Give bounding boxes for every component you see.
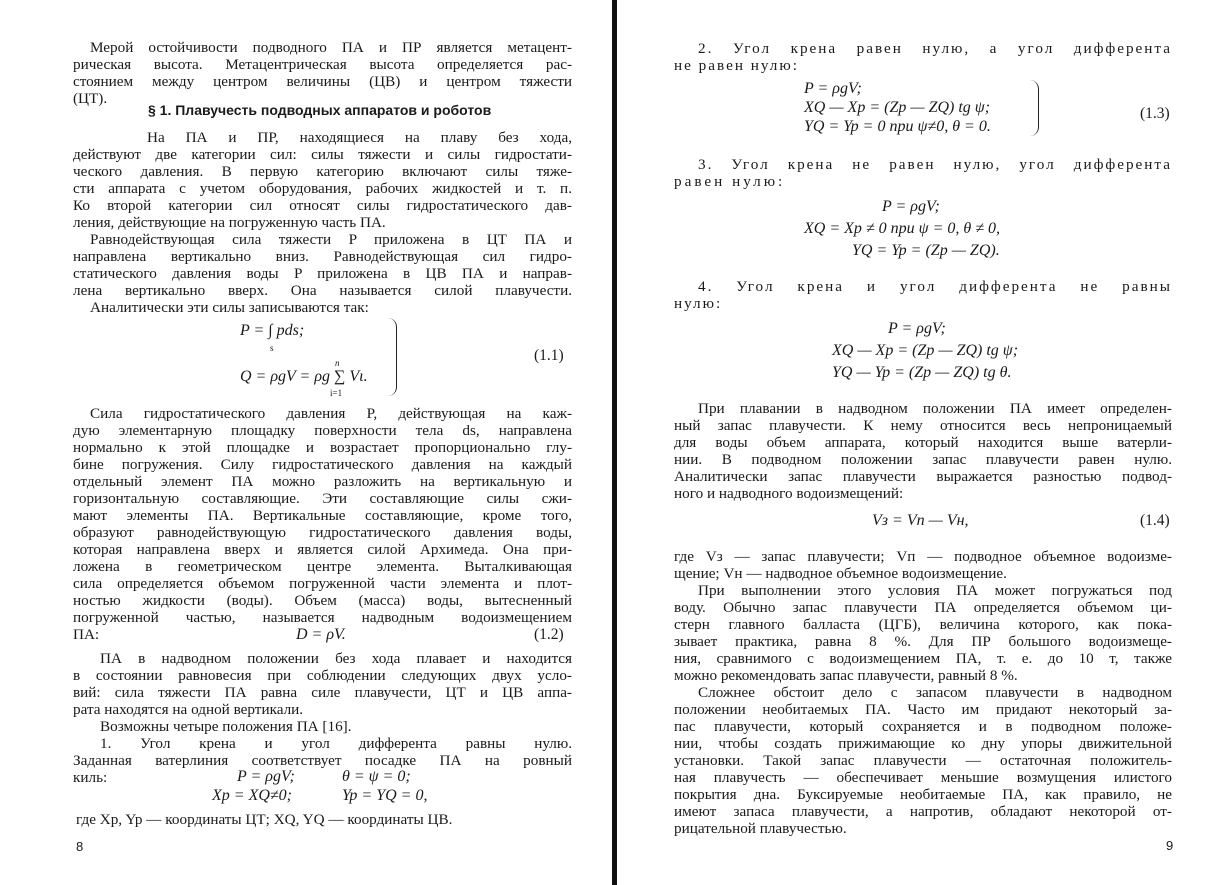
brace xyxy=(1030,80,1039,136)
text-line: ческого давления. В первую категорию включают силы тяже- xyxy=(73,163,572,180)
equation-line: D = ρV. xyxy=(296,626,346,643)
equation-line: P = ρgV; xyxy=(882,198,940,215)
equation-line: Q = ρgV = ρg ∑ Vι. xyxy=(240,368,368,385)
text-line: имеют запаса плавучести, а напротив, обладают некоторой от- xyxy=(674,803,1172,820)
text-line: погруженной частью, называется надводным водоизмещением xyxy=(73,609,572,626)
equation-line: P = ρgV; xyxy=(804,80,862,97)
text-line: ПА: xyxy=(73,626,100,643)
equation-line: P = ρgV; xyxy=(237,768,295,785)
text-line: При плавании в надводном положении ПА имеет определен- xyxy=(698,400,1172,417)
equation-line: P = ρgV; xyxy=(888,320,946,337)
text-line: рата находятся на одной вертикали. xyxy=(73,701,304,718)
text-line: 1. Угол крена и угол дифферента равны нулю. xyxy=(100,735,572,752)
text-line: На ПА и ПР, находящиеся на плаву без хода, xyxy=(147,129,572,146)
equation-subscript: i=1 xyxy=(330,388,343,398)
text-line: вий: сила тяжести ПА равна силе плавучести, ЦТ и ЦВ аппа- xyxy=(73,684,572,701)
text-line: зывает практика, равна 8 %. Для ПР большого водоизмеще- xyxy=(674,633,1172,650)
equation-line: Vз = Vп — Vн, xyxy=(872,512,969,529)
text-line: лена вертикально вверх. Она называется силой плавучести. xyxy=(73,282,572,299)
text-line: ностью жидкости (воды). Объем (масса) воды, вытесненный xyxy=(73,592,572,609)
text-line: 3. Угол крена не равен нулю, угол дифферента xyxy=(698,156,1172,173)
text-line: 2. Угол крена равен нулю, а угол дифферента xyxy=(698,40,1172,57)
equation-line: P = ∫ pds; xyxy=(240,322,305,339)
equation-number: (1.3) xyxy=(1140,105,1170,122)
text-line: Мерой остойчивости подводного ПА и ПР является метацент- xyxy=(90,39,572,56)
text-line: ного и надводного водоизмещений: xyxy=(674,485,904,502)
text-line: нии. В подводном положении запас плавучести равен нулю. xyxy=(674,451,1172,468)
right-page xyxy=(618,0,1229,885)
text-line: ный запас плавучести. К нему относится весь непроницаемый xyxy=(674,417,1172,434)
book-spine xyxy=(612,0,617,885)
equation-number: (1.2) xyxy=(534,626,564,643)
text-line: направлена вертикально вниз. Равнодействующая сил гидро- xyxy=(73,248,572,265)
text-line: горизонтальную составляющие. Эти составляющие силы сжи- xyxy=(73,490,572,507)
text-line: сти аппарата с учетом оборудования, рабочих жидкостей и т. п. xyxy=(73,180,572,197)
text-line: Аналитически запас плавучести выражается разностью подвод- xyxy=(674,468,1172,485)
section-heading: § 1. Плавучесть подводных аппаратов и роботов xyxy=(148,102,492,118)
text-line: сила определяется объемом погруженной части элемента и плот- xyxy=(73,575,572,592)
text-line: где Vз — запас плавучести; Vп — подводное объемное водоизме- xyxy=(674,548,1172,565)
text-line: воду. Обычно запас плавучести ПА определяется объемом ци- xyxy=(674,599,1172,616)
text-line: не равен нулю: xyxy=(674,57,799,74)
text-line: рицательной плавучестью. xyxy=(674,820,847,837)
text-line: рическая высота. Метацентрическая высота определяется рас- xyxy=(73,56,572,73)
text-line: дую элементарную площадку поверхности тела ds, направлена xyxy=(73,422,572,439)
text-line: 4. Угол крена и угол дифферента не равны xyxy=(698,278,1172,295)
text-line: стерн главного балласта (ЦГБ), величина которого, как пока- xyxy=(674,616,1172,633)
text-line: в состоянии равновесия при соблюдении следующих двух усло- xyxy=(73,667,572,684)
text-line: нормально к этой площадке и возрастает пропорционально глу- xyxy=(73,439,572,456)
page-number: 9 xyxy=(1166,838,1174,853)
brace xyxy=(388,318,397,396)
text-line: для воды объем аппарата, который находится выше ватерли- xyxy=(674,434,1172,451)
text-line: ления, действующие на погруженную часть ПА. xyxy=(73,214,386,231)
text-line: отдельный элемент ПА можно разложить на вертикальную и xyxy=(73,473,572,490)
text-line: стоянием между центром величины (ЦВ) и центром тяжести xyxy=(73,73,572,90)
text-line: действуют две категории сил: силы тяжести и силы гидростати- xyxy=(73,146,572,163)
text-line: бине погружения. Силу гидростатического давления на каждый xyxy=(73,456,572,473)
equation-line: YQ — Yp = (Zp — ZQ) tg θ. xyxy=(832,364,1012,381)
text-line: При выполнении этого условия ПА может погружаться под xyxy=(698,582,1172,599)
text-line: можно рекомендовать запас плавучести, равный 8 %. xyxy=(674,667,1018,684)
text-line: покрытия дна. Буксируемые необитаемые ПА, как правило, не xyxy=(674,786,1172,803)
text-line: равен нулю: xyxy=(674,173,786,190)
text-line: образуют равнодействующую гидростатического давления воды, xyxy=(73,524,572,541)
text-line: пас плавучести, который сохраняется и в подводном положе- xyxy=(674,718,1172,735)
text-line: мают элементы ПА. Вертикальные составляющие, кроме того, xyxy=(73,507,572,524)
equation-superscript: n xyxy=(335,358,340,368)
text-line: положении необитаемых ПА. Часто им придают некоторый за- xyxy=(674,701,1172,718)
equation-line: Yp = YQ = 0, xyxy=(342,787,428,804)
text-line: щение; Vн — надводное объемное водоизмещение. xyxy=(674,565,1007,582)
text-line: установки. Такой запас плавучести — остаточная положитель- xyxy=(674,752,1172,769)
text-line: статического давления воды P приложена в ЦВ ПА и направ- xyxy=(73,265,572,282)
text-line: Ко второй категории сил относят силы гидростатического дав- xyxy=(73,197,572,214)
text-line: (ЦТ). xyxy=(73,90,108,107)
equation-line: Xp = XQ≠0; xyxy=(212,787,293,804)
equation-line: XQ = Xp ≠ 0 при ψ = 0, θ ≠ 0, xyxy=(804,220,1001,237)
text-line: нулю: xyxy=(674,295,723,312)
equation-subscript: s xyxy=(270,343,274,353)
text-line: ПА в надводном положении без хода плавает и находится xyxy=(100,650,572,667)
text-line: Возможны четыре положения ПА [16]. xyxy=(100,718,352,735)
equation-line: YQ = Yp = (Zp — ZQ). xyxy=(852,242,1000,259)
text-line: где Xp, Yp — координаты ЦТ; XQ, YQ — координаты ЦВ. xyxy=(76,811,453,828)
equation-number: (1.1) xyxy=(534,347,564,364)
text-line: ложена в геометрическом центре элемента. Выталкивающая xyxy=(73,558,572,575)
text-line: нии, чтобы создать прижимающие ко дну упоры движительной xyxy=(674,735,1172,752)
equation-line: XQ — Xp = (Zp — ZQ) tg ψ; xyxy=(804,99,991,116)
text-line: киль: xyxy=(73,769,108,786)
text-line: ная плавучесть — обеспечивает меньшие возмущения илистого xyxy=(674,769,1172,786)
text-line: Равнодействующая сила тяжести P приложена в ЦТ ПА и xyxy=(90,231,572,248)
text-line: Аналитически эти силы записываются так: xyxy=(90,299,369,316)
text-line: Сила гидростатического давления P, действующая на каж- xyxy=(90,405,572,422)
equation-line: YQ = Yp = 0 при ψ≠0, θ = 0. xyxy=(804,118,991,135)
text-line: Заданная ватерлиния соответствует посадке ПА на ровный xyxy=(73,752,572,769)
left-page xyxy=(0,0,600,885)
equation-line: θ = ψ = 0; xyxy=(342,768,411,785)
equation-line: XQ — Xp = (Zp — ZQ) tg ψ; xyxy=(832,342,1019,359)
text-line: ния, сравнимого с водоизмещением ПА, т. е. до 10 т, также xyxy=(674,650,1172,667)
page-number: 8 xyxy=(76,839,84,854)
equation-number: (1.4) xyxy=(1140,512,1170,529)
text-line: которая направлена вверх и является силой Архимеда. Она при- xyxy=(73,541,572,558)
text-line: Сложнее обстоит дело с запасом плавучести в надводном xyxy=(698,684,1172,701)
